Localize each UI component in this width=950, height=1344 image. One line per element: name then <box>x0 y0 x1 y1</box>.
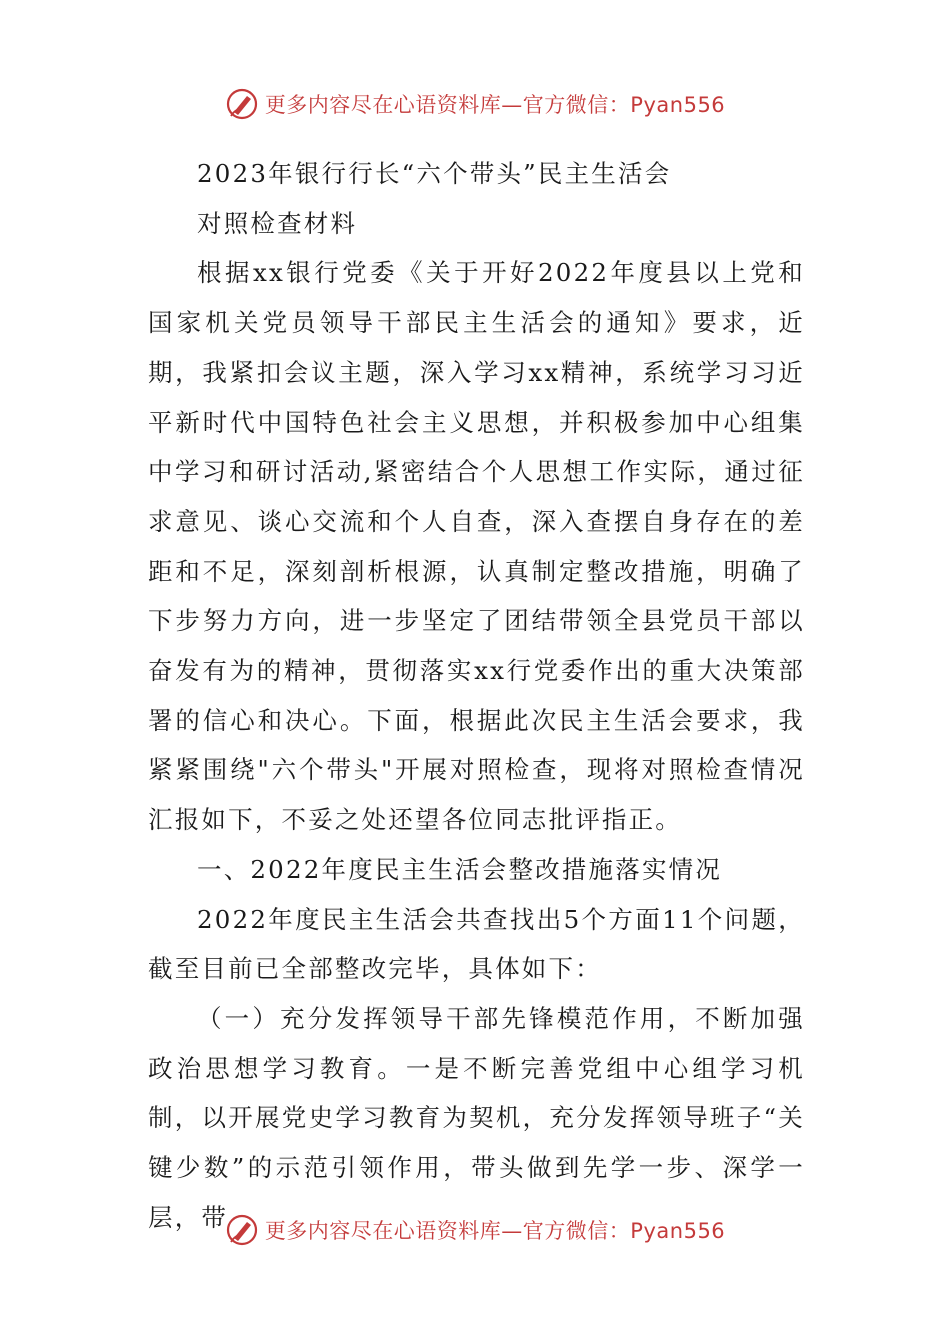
doc-subtitle: 对照检查材料 <box>197 208 358 238</box>
watermark-footer <box>0 1210 950 1250</box>
watermark-text: 更多内容尽在心语资料库—官方微信：Pyan556 <box>264 1219 726 1243</box>
doc-title: 2023年银行行长“六个带头”民主生活会 <box>197 159 672 188</box>
intro-paragraph: 根据xx银行党委《关于开好2022年度县以上党和国家机关党员领导干部民主生活会的通知》要求，近期，我紧扣会议主题，深入学习xx精神，系统学习习近平新时代中国特色社会主义思想，并积极参加中心组集中学习和研讨活动,紧密结合个人思想工作实际，通过征求意见、谈心交流和个人自查，深入查摆自身存在的差距和不足，深刻剖析根源，认真制定整改措施，明确了下步努力方向，进一步坚定了团结带领全县党员干部以奋发有为的精神，贯彻落实xx行党委作出的重大决策部署的信心和决心。下面，根据此次民主生活会要求，我紧紧围绕"六个带头"开展对照检查，现将对照检查情况汇报如下，不妥之处还望各位同志批评指正。 <box>148 258 805 835</box>
watermark-header <box>0 84 950 124</box>
subsection-paragraph: （一）充分发挥领导干部先锋模范作用，不断加强政治思想学习教育。一是不断完善党组中心组学习机制，以开展党史学习教育为契机，充分发挥领导班子“关键少数”的示范引领作用，带头做到先学一步、深学一层，带 <box>148 1003 805 1232</box>
pen-circle-logo-icon <box>225 1213 259 1247</box>
document-body <box>148 149 805 1242</box>
section-heading: 一、2022年度民主生活会整改措施落实情况 <box>197 854 723 884</box>
watermark-text: 更多内容尽在心语资料库—官方微信：Pyan556 <box>264 93 726 117</box>
pen-circle-logo-icon <box>225 87 259 121</box>
section-summary-paragraph: 2022年度民主生活会共查找出5个方面11个问题，截至目前已全部整改完毕，具体如下： <box>148 904 805 984</box>
